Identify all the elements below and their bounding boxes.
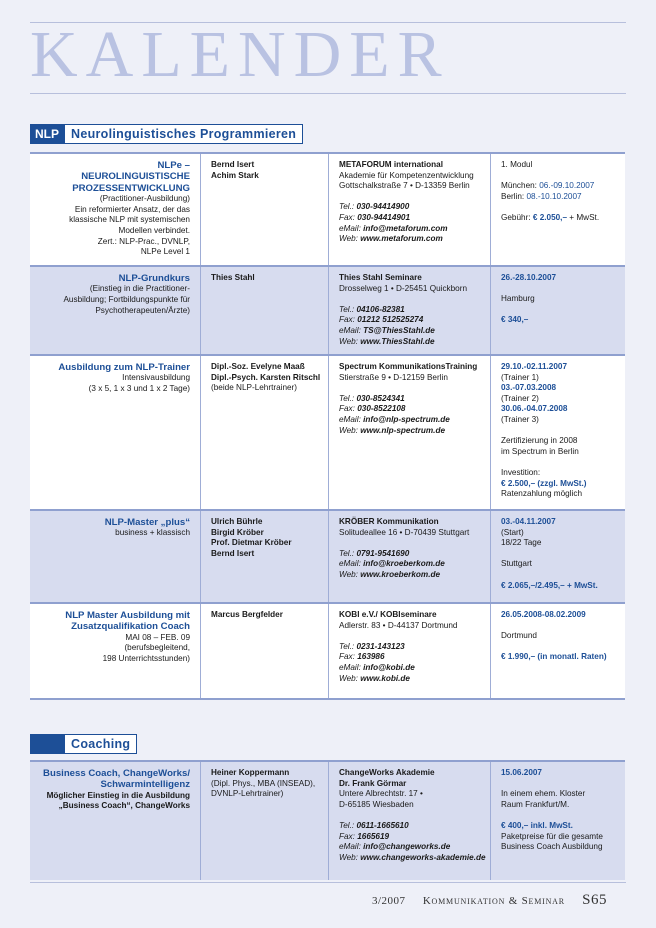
table-row: [30, 354, 625, 510]
section-tag: NLP: [30, 124, 64, 144]
section-marker: [30, 734, 64, 754]
course-cell: Business Coach, ChangeWorks/ Schwarmintelligenz Möglicher Einstieg in die Ausbildung „Business Coach“, ChangeWorks: [43, 768, 190, 811]
section-title: Coaching: [64, 734, 137, 754]
trainer-cell: Heiner Koppermann (Dipl. Phys., MBA (INSEAD), DVNLP-Lehrtrainer): [200, 762, 328, 880]
course-cell: NLP-Master „plus“ business + klassisch: [104, 517, 190, 538]
web-link[interactable]: www.metaforum.com: [360, 234, 443, 244]
info-cell: 1. Modul München: 06.-09.10.2007 Berlin: 08.-10.10.2007 Gebühr: € 2.050,– + MwSt.: [490, 154, 625, 266]
page-number: S65: [582, 892, 607, 908]
page-footer: [372, 892, 607, 909]
web-link[interactable]: www.ThiesStahl.de: [360, 336, 435, 346]
organizer-cell: ChangeWorks Akademie Dr. Frank Görmar Untere Albrechtstr. 17 • D-65185 Wiesbaden Tel.: 0611-1665610 Fax: 1665619 eMail: info@changeworks.de Web: www.changeworks-akademie.de: [328, 762, 490, 880]
info-cell: 03.-04.11.2007 (Start) 18/22 Tage Stuttgart € 2.065,–/2.495,– + MwSt.: [490, 511, 625, 603]
organizer-cell: Spectrum KommunikationsTraining Stierstraße 9 • D-12159 Berlin Tel.: 030-8524341 Fax: 030-8522108 eMail: info@nlp-spectrum.de Web: www.nlp-spectrum.de: [328, 356, 490, 510]
table-row: [30, 152, 625, 266]
course-cell: NLPe – NEUROLINGUISTISCHE PROZESSENTWICKLUNG (Practitioner-Ausbildung) Ein reformierter Ansatz, der das klassische NLP mit systemischen Modellen verbindet. Zert.: NLP-Prac., DVNLP, NLPe Level 1: [69, 160, 190, 257]
info-cell: 29.10.-02.11.2007 (Trainer 1) 03.-07.03.2008 (Trainer 2) 30.06.-04.07.2008 (Trainer 3) Zertifizierung in 2008 im Spectrum in Berlin Investition: € 2.500,– (zzgl. MwSt.) Ratenzahlung möglich: [490, 356, 625, 510]
course-cell: Ausbildung zum NLP-Trainer Intensivausbildung (3 x 5, 1 x 3 und 1 x 2 Tage): [58, 362, 190, 393]
rule-under-masthead: [30, 93, 626, 94]
info-cell: 15.06.2007 In einem ehem. Kloster Raum Frankfurt/M. € 400,– inkl. MwSt. Paketpreise für die gesamte Business Coach Ausbildung: [490, 762, 625, 880]
organizer-cell: METAFORUM international Akademie für Kompetenzentwicklung Gottschalkstraße 7 • D-13359 Berlin Tel.: 030-94414900 Fax: 030-94414901 eMail: info@metaforum.com Web: www.metaforum.com: [328, 154, 490, 266]
email-link[interactable]: info@kobi.de: [363, 662, 415, 672]
trainer-cell: Marcus Bergfelder: [200, 604, 328, 698]
info-cell: 26.05.2008-08.02.2009 Dortmund € 1.990,– (in monatl. Raten): [490, 604, 625, 698]
organizer-cell: KRÖBER Kommunikation Solitudeallee 16 • D-70439 Stuttgart Tel.: 0791-9541690 eMail: info@kroeberkom.de Web: www.kroeberkom.de: [328, 511, 490, 603]
table-row: [30, 760, 625, 880]
course-cell: NLP-Grundkurs (Einstieg in die Practitioner- Ausbildung; Fortbildungspunkte für Psychotherapeuten/Ärzte): [63, 273, 190, 315]
masthead: KALENDER: [30, 18, 450, 91]
email-link[interactable]: info@kroeberkom.de: [363, 559, 445, 569]
organizer-cell: KOBI e.V./ KOBIseminare Adlerstr. 83 • D-44137 Dortmund Tel.: 0231-143123 Fax: 163986 eMail: info@kobi.de Web: www.kobi.de: [328, 604, 490, 698]
table-row: [30, 265, 625, 355]
trainer-cell: Dipl.-Soz. Evelyne Maaß Dipl.-Psych. Karsten Ritschl (beide NLP-Lehrtrainer): [200, 356, 328, 510]
section-header-coaching: [30, 734, 137, 754]
web-link[interactable]: www.nlp-spectrum.de: [360, 425, 446, 435]
trainer-cell: Thies Stahl: [200, 267, 328, 355]
info-cell: 26.-28.10.2007 Hamburg € 340,–: [490, 267, 625, 355]
web-link[interactable]: www.kroeberkom.de: [360, 569, 441, 579]
email-link[interactable]: TS@ThiesStahl.de: [363, 325, 435, 335]
email-link[interactable]: info@changeworks.de: [363, 842, 451, 852]
section-header-nlp: [30, 124, 303, 144]
email-link[interactable]: info@metaforum.com: [363, 223, 448, 233]
table-row: [30, 509, 625, 603]
trainer-cell: Bernd Isert Achim Stark: [200, 154, 328, 266]
trainer-cell: Ulrich Bührle Birgid Kröber Prof. Dietmar Kröber Bernd Isert: [200, 511, 328, 603]
email-link[interactable]: info@nlp-spectrum.de: [363, 414, 450, 424]
organizer-cell: Thies Stahl Seminare Drosselweg 1 • D-25451 Quickborn Tel.: 04106-82381 Fax: 01212 512525274 eMail: TS@ThiesStahl.de Web: www.ThiesStahl.de: [328, 267, 490, 355]
publication-name: Kommunikation & Seminar: [422, 895, 565, 907]
section-title: Neurolinguistisches Programmieren: [64, 124, 303, 144]
web-link[interactable]: www.changeworks-akademie.de: [360, 852, 486, 862]
web-link[interactable]: www.kobi.de: [360, 673, 410, 683]
issue: 3/2007: [372, 895, 406, 907]
table-row: [30, 602, 625, 700]
rule-footer: [30, 882, 626, 883]
course-cell: NLP Master Ausbildung mit Zusatzqualifikation Coach MAI 08 – FEB. 09 (berufsbegleitend, 198 Unterrichtsstunden): [65, 610, 190, 663]
